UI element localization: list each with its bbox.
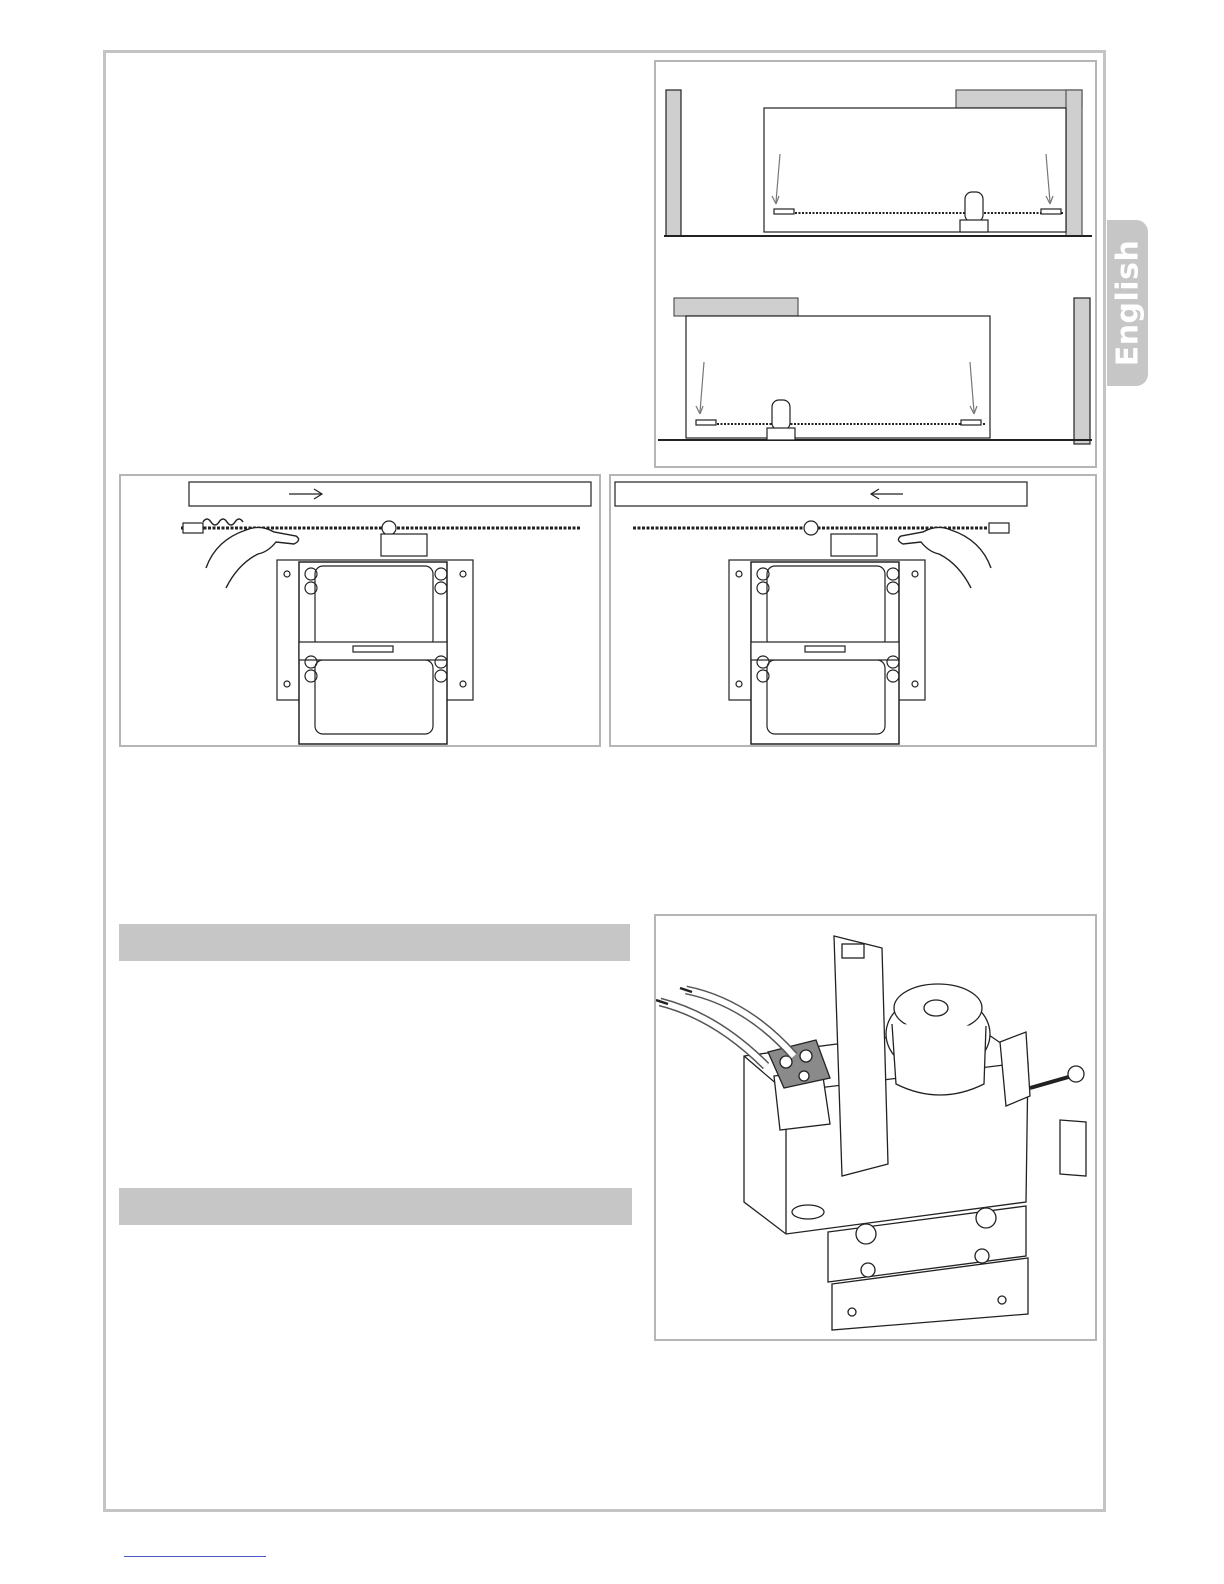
language-tab[interactable] bbox=[1107, 220, 1148, 386]
chain-tension-left-diagram bbox=[611, 476, 1099, 749]
figure-motor-wiring bbox=[654, 914, 1097, 1341]
figure-chain-tension-left bbox=[609, 474, 1097, 747]
motor-wiring-diagram bbox=[656, 916, 1099, 1343]
footer-link-underline[interactable] bbox=[124, 1556, 266, 1557]
chain-tension-right-diagram bbox=[121, 476, 603, 749]
section-header-bar-1 bbox=[119, 924, 630, 961]
section-header-bar-2 bbox=[119, 1188, 632, 1225]
figure-chain-tension-right bbox=[119, 474, 601, 747]
gate-limit-diagram bbox=[656, 62, 1099, 470]
figure-gate-limit-positions bbox=[654, 60, 1097, 468]
language-tab-label: English bbox=[1110, 239, 1145, 367]
